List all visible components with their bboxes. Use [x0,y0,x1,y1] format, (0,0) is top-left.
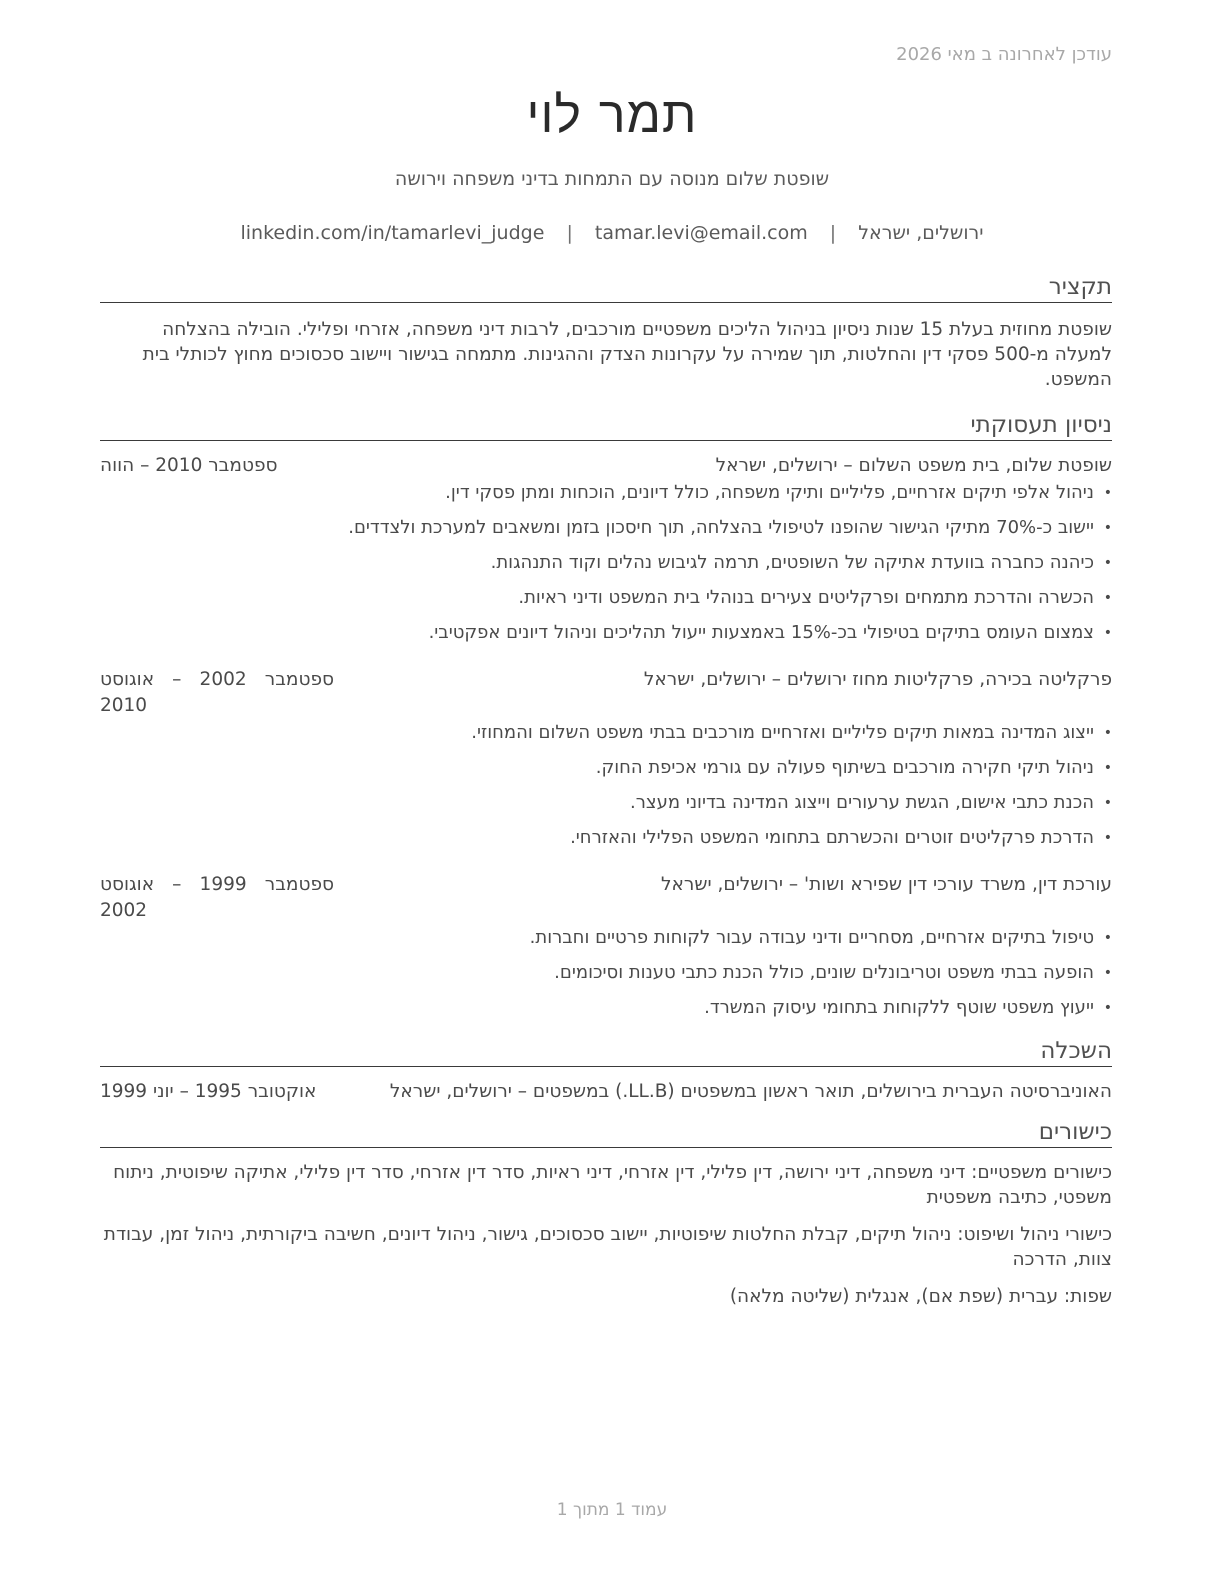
job-bullets [100,481,1112,645]
job-dates: ספטמבר 1999 – אוגוסט 2002 [100,874,335,921]
summary-text: שופטת מחוזית בעלת 15 שנות ניסיון בניהול הליכים משפטיים מורכבים, לרבות דיני משפחה, אזרחי ופלילי. הובילה בהצלחה למעלה מ-500 פסקי דין והחלטות, תוך שמירה על עקרונות הצדק וההגינות. מתמחה בגישור ויישוב סכסוכים מחוץ לכותלי בית המשפט. [142,319,1112,390]
skills-legal: כישורים משפטיים: דיני משפחה, דיני ירושה, דין פלילי, דין אזרחי, דיני ראיות, סדר דין אזרחי, סדר דין פלילי, אתיקה שיפוטית, ניתוח משפטי, כתיבה משפטית [113,1162,1112,1208]
contact-location: ירושלים, ישראל [858,222,984,244]
contact-linkedin-link[interactable]: linkedin.com/in/tamarlevi_judge [240,222,545,244]
job-bullet: • הכנת כתבי אישום, הגשת ערעורים וייצוג המדינה בדיוני מעצר. [100,791,1112,815]
job-bullet: • הופעה בבתי משפט וטריבונלים שונים, כולל הכנת כתבי טענות וסיכומים. [100,961,1112,985]
job-bullet: • ניהול אלפי תיקים אזרחיים, פליליים ותיקי משפחה, כולל דיונים, הוכחות ומתן פסקי דין. [100,481,1112,505]
contact-email-link[interactable]: tamar.levi@email.com [594,222,808,244]
job-bullet: • הכשרה והדרכת מתמחים ופרקליטים צעירים בנוהלי בית המשפט ודיני ראיות. [100,586,1112,610]
contact-line [0,222,1224,244]
job-bullets [100,721,1112,850]
candidate-headline: שופטת שלום מנוסה עם התמחות בדיני משפחה וירושה [394,168,830,190]
job-bullet: • יישוב כ-70% מתיקי הגישור שהופנו לטיפולי בהצלחה, תוך חיסכון בזמן ומשאבים למערכת ולצדדים. [100,516,1112,540]
job-bullet: • ייעוץ משפטי שוטף ללקוחות בתחומי עיסוק המשרד. [100,996,1112,1020]
education-section [100,1038,1112,1105]
job-bullet: • צמצום העומס בתיקים בטיפולי בכ-15% באמצעות ייעול תהליכים וניהול דיונים אפקטיבי. [100,621,1112,645]
skills-management: כישורי ניהול ושיפוט: ניהול תיקים, קבלת החלטות שיפוטיות, יישוב סכסוכים, גישור, ניהול דיונים, חשיבה ביקורתית, ניהול זמן, עבודת צוות, הדרכה [103,1224,1112,1270]
job-entry [100,872,1112,1020]
job-entry [100,453,1112,645]
job-bullet: • כיהנה כחברה בוועדת אתיקה של השופטים, תרמה לגיבוש נהלים וקוד התנהגות. [100,551,1112,575]
job-header [100,453,1112,479]
skills-section [100,1119,1112,1309]
job-bullet: • הדרכת פרקליטים זוטרים והכשרתם בתחומי המשפט הפלילי והאזרחי. [100,826,1112,850]
job-dates: ספטמבר 2010 – הווה [100,455,278,476]
job-bullet: • ייצוג המדינה במאות תיקים פליליים ואזרחיים מורכבים בבתי משפט השלום והמחוזי. [100,721,1112,745]
contact-separator: | [829,222,837,244]
education-dates: אוקטובר 1995 – יוני 1999 [100,1081,317,1102]
job-title: שופטת שלום, בית משפט השלום – ירושלים, ישראל [715,455,1112,476]
job-header [100,872,1112,924]
last-updated-note [100,44,1112,65]
skills-languages: שפות: עברית (שפת אם), אנגלית (שליטה מלאה) [729,1286,1112,1307]
education-entry [100,1079,1112,1105]
summary-heading: תקציר [100,274,1112,303]
skills-heading: כישורים [100,1119,1112,1148]
contact-separator: | [566,222,573,244]
job-dates: ספטמבר 2002 – אוגוסט 2010 [100,669,335,716]
candidate-name: תמר לוי [526,86,698,144]
job-bullets [100,926,1112,1020]
experience-heading: ניסיון תעסוקתי [100,412,1112,441]
page-number: עמוד 1 מתוך 1 [556,1500,668,1520]
job-bullet: • טיפול בתיקים אזרחיים, מסחריים ודיני עבודה עבור לקוחות פרטיים וחברות. [100,926,1112,950]
education-degree: האוניברסיטה העברית בירושלים, תואר ראשון במשפטים (LL.B.) במשפטים – ירושלים, ישראל [389,1081,1112,1102]
job-title: פרקליטה בכירה, פרקליטות מחוז ירושלים – ירושלים, ישראל [643,669,1112,690]
job-header [100,667,1112,719]
last-updated-text: עודכן לאחרונה ב מאי 2026 [896,44,1112,65]
education-heading: השכלה [100,1038,1112,1067]
resume-content [100,274,1112,1309]
job-bullet: • ניהול תיקי חקירה מורכבים בשיתוף פעולה עם גורמי אכיפת החוק. [100,756,1112,780]
job-entry [100,667,1112,850]
job-title: עורכת דין, משרד עורכי דין שפירא ושות' – ירושלים, ישראל [661,874,1112,895]
